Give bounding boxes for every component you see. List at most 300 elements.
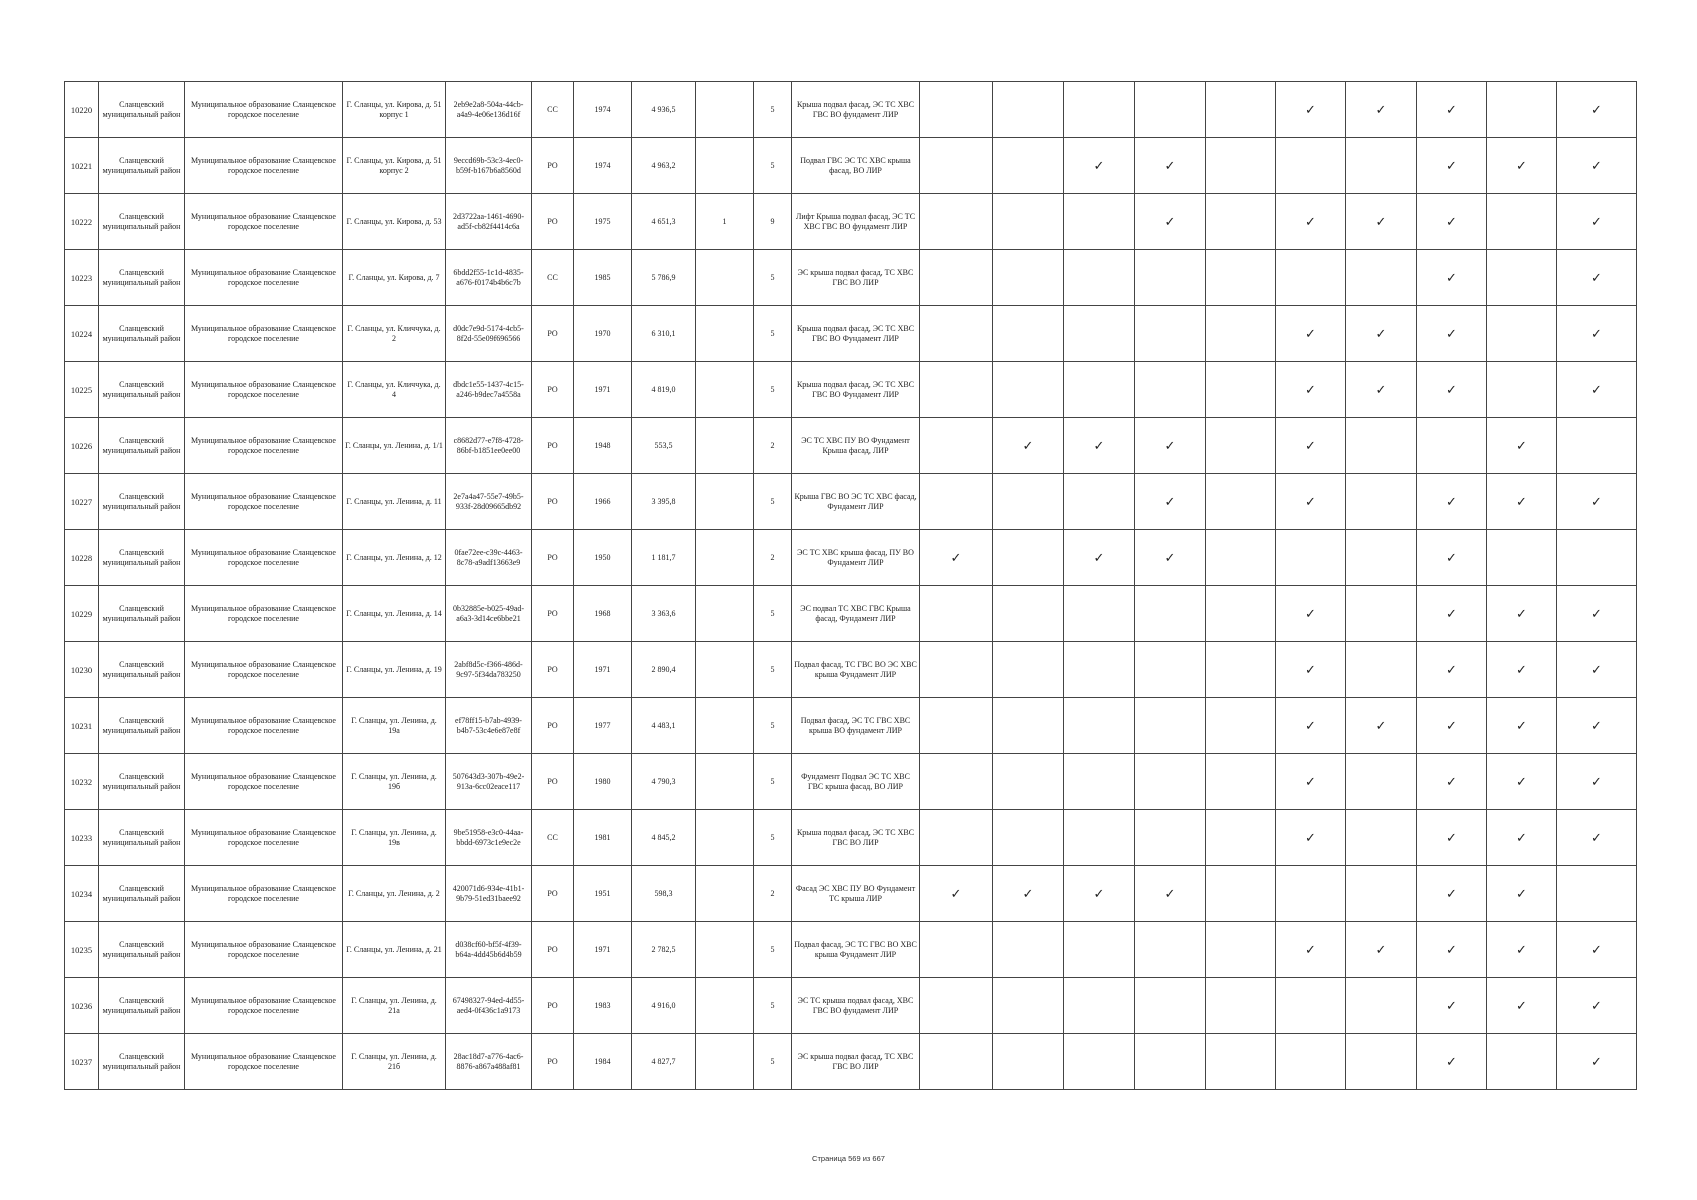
row-id: 10226 [65,418,99,474]
work-flag-cell-10 [1557,530,1637,586]
check-mark-icon: ✓ [1305,381,1316,397]
work-flag-cell-6 [1276,306,1346,362]
row-id: 10220 [65,82,99,138]
work-flag-cell-9 [1487,362,1557,418]
work-flag-cell-10 [1557,754,1637,810]
work-flag-cell-4 [1135,306,1206,362]
work-flag-cell-4 [1135,922,1206,978]
extra-cell [696,810,754,866]
extra-cell [696,530,754,586]
table-row [65,194,1637,250]
work-flag-cell-8 [1417,978,1487,1034]
year-cell: 1951 [574,866,632,922]
work-flag-cell-9 [1487,754,1557,810]
extra-cell [696,474,754,530]
row-id: 10221 [65,138,99,194]
check-mark-icon: ✓ [1305,717,1316,733]
buildings-table [64,81,1637,1090]
work-flag-cell-5 [1206,810,1276,866]
work-flag-cell-3 [1064,754,1135,810]
check-mark-icon: ✓ [1375,381,1387,397]
table-row [65,418,1637,474]
area-cell: 2 782,5 [632,922,696,978]
check-mark-icon: ✓ [1446,1053,1457,1069]
work-flag-cell-3 [1064,1034,1135,1090]
check-mark-icon: ✓ [1446,213,1457,229]
check-mark-icon: ✓ [1591,605,1602,621]
work-flag-cell-2 [993,754,1064,810]
check-mark-icon: ✓ [1591,1053,1602,1069]
check-mark-icon: ✓ [1591,941,1602,957]
work-flag-cell-7 [1346,922,1417,978]
year-cell: 1971 [574,642,632,698]
guid-cell: 507643d3-307b-49e2-913a-6cc02eace117 [446,754,532,810]
guid-cell: 2abf8d5c-f366-486d-9c97-5f34da783250 [446,642,532,698]
municipality-cell: Муниципальное образование Сланцевское городское поселение [185,530,343,586]
work-flag-cell-1 [920,754,993,810]
work-flag-cell-5 [1206,978,1276,1034]
work-flag-cell-7 [1346,306,1417,362]
check-mark-icon: ✓ [1516,717,1527,733]
work-flag-cell-8 [1417,530,1487,586]
district-cell: Сланцевский муниципальный район [99,810,185,866]
work-flag-cell-4 [1135,474,1206,530]
work-flag-cell-5 [1206,362,1276,418]
year-cell: 1981 [574,810,632,866]
floors-cell: 5 [754,362,792,418]
area-cell: 4 845,2 [632,810,696,866]
floors-cell: 2 [754,530,792,586]
work-flag-cell-7 [1346,530,1417,586]
work-flag-cell-4 [1135,82,1206,138]
type-cell: РО [532,698,574,754]
work-flag-cell-7 [1346,586,1417,642]
municipality-cell: Муниципальное образование Сланцевское городское поселение [185,82,343,138]
work-flag-cell-5 [1206,642,1276,698]
check-mark-icon: ✓ [1446,493,1457,509]
work-flag-cell-3 [1064,250,1135,306]
work-flag-cell-7 [1346,138,1417,194]
work-flag-cell-5 [1206,754,1276,810]
work-flag-cell-3 [1064,138,1135,194]
work-flag-cell-6 [1276,530,1346,586]
row-id: 10235 [65,922,99,978]
check-mark-icon: ✓ [1164,493,1176,509]
work-flag-cell-10 [1557,866,1637,922]
work-flag-cell-3 [1064,474,1135,530]
work-flag-cell-8 [1417,362,1487,418]
guid-cell: 0fae72ee-c39c-4463-8c78-a9adf13663e9 [446,530,532,586]
work-flag-cell-4 [1135,642,1206,698]
type-cell: РО [532,978,574,1034]
year-cell: 1971 [574,362,632,418]
check-mark-icon: ✓ [1305,941,1316,957]
work-flag-cell-9 [1487,418,1557,474]
check-mark-icon: ✓ [1164,437,1176,453]
work-flag-cell-10 [1557,250,1637,306]
works-cell: ЭС ТС крыша подвал фасад, ХВС ГВС ВО фундамент ЛИР [792,978,920,1034]
table-row [65,698,1637,754]
work-flag-cell-7 [1346,474,1417,530]
table-row [65,1034,1637,1090]
work-flag-cell-2 [993,362,1064,418]
check-mark-icon: ✓ [1022,437,1034,453]
area-cell: 553,5 [632,418,696,474]
check-mark-icon: ✓ [1305,661,1316,677]
table-row [65,754,1637,810]
work-flag-cell-1 [920,418,993,474]
work-flag-cell-9 [1487,530,1557,586]
table-row [65,586,1637,642]
year-cell: 1948 [574,418,632,474]
area-cell: 2 890,4 [632,642,696,698]
year-cell: 1974 [574,138,632,194]
work-flag-cell-10 [1557,82,1637,138]
municipality-cell: Муниципальное образование Сланцевское городское поселение [185,922,343,978]
floors-cell: 5 [754,250,792,306]
work-flag-cell-9 [1487,586,1557,642]
work-flag-cell-10 [1557,922,1637,978]
area-cell: 598,3 [632,866,696,922]
page-number: Страница 569 из 667 [812,1154,885,1163]
municipality-cell: Муниципальное образование Сланцевское городское поселение [185,1034,343,1090]
extra-cell [696,922,754,978]
work-flag-cell-6 [1276,922,1346,978]
check-mark-icon: ✓ [1375,325,1387,341]
work-flag-cell-5 [1206,306,1276,362]
work-flag-cell-5 [1206,82,1276,138]
check-mark-icon: ✓ [1164,213,1176,229]
check-mark-icon: ✓ [1093,437,1105,453]
work-flag-cell-1 [920,922,993,978]
municipality-cell: Муниципальное образование Сланцевское городское поселение [185,306,343,362]
extra-cell [696,82,754,138]
work-flag-cell-3 [1064,194,1135,250]
guid-cell: 67498327-94ed-4d55-aed4-0f436c1a9173 [446,978,532,1034]
address-cell: Г. Сланцы, ул. Кирова, д. 51 корпус 2 [343,138,446,194]
check-mark-icon: ✓ [1164,157,1176,173]
work-flag-cell-5 [1206,922,1276,978]
guid-cell: d038cf60-bf5f-4f39-b64a-4dd45b6d4b59 [446,922,532,978]
check-mark-icon: ✓ [1305,493,1316,509]
district-cell: Сланцевский муниципальный район [99,306,185,362]
work-flag-cell-10 [1557,474,1637,530]
address-cell: Г. Сланцы, ул. Ленина, д. 21б [343,1034,446,1090]
work-flag-cell-9 [1487,474,1557,530]
guid-cell: 9eccd69b-53c3-4ec0-b59f-b167b6a8560d [446,138,532,194]
work-flag-cell-6 [1276,362,1346,418]
check-mark-icon: ✓ [1516,493,1527,509]
table-row [65,922,1637,978]
check-mark-icon: ✓ [1446,325,1457,341]
works-cell: ЭС крыша подвал фасад, ТС ХВС ГВС ВО ЛИР [792,1034,920,1090]
work-flag-cell-2 [993,530,1064,586]
works-cell: ЭС подвал ТС ХВС ГВС Крыша фасад, Фундамент ЛИР [792,586,920,642]
work-flag-cell-9 [1487,194,1557,250]
municipality-cell: Муниципальное образование Сланцевское городское поселение [185,194,343,250]
work-flag-cell-2 [993,82,1064,138]
extra-cell: 1 [696,194,754,250]
check-mark-icon: ✓ [1446,157,1457,173]
work-flag-cell-5 [1206,138,1276,194]
check-mark-icon: ✓ [1591,773,1602,789]
type-cell: РО [532,194,574,250]
table-row [65,138,1637,194]
area-cell: 4 819,0 [632,362,696,418]
check-mark-icon: ✓ [1305,101,1316,117]
area-cell: 4 790,3 [632,754,696,810]
extra-cell [696,586,754,642]
row-id: 10223 [65,250,99,306]
work-flag-cell-5 [1206,866,1276,922]
guid-cell: d0dc7e9d-5174-4cb5-8f2d-55e09f696566 [446,306,532,362]
check-mark-icon: ✓ [1516,605,1527,621]
check-mark-icon: ✓ [1446,101,1457,117]
address-cell: Г. Сланцы, ул. Ленина, д. 19 [343,642,446,698]
district-cell: Сланцевский муниципальный район [99,922,185,978]
check-mark-icon: ✓ [1516,829,1527,845]
address-cell: Г. Сланцы, ул. Кирова, д. 51 корпус 1 [343,82,446,138]
work-flag-cell-10 [1557,810,1637,866]
district-cell: Сланцевский муниципальный район [99,866,185,922]
work-flag-cell-10 [1557,642,1637,698]
work-flag-cell-9 [1487,82,1557,138]
work-flag-cell-9 [1487,978,1557,1034]
municipality-cell: Муниципальное образование Сланцевское городское поселение [185,642,343,698]
floors-cell: 2 [754,866,792,922]
municipality-cell: Муниципальное образование Сланцевское городское поселение [185,250,343,306]
work-flag-cell-3 [1064,418,1135,474]
area-cell: 3 363,6 [632,586,696,642]
work-flag-cell-3 [1064,810,1135,866]
work-flag-cell-1 [920,250,993,306]
work-flag-cell-6 [1276,978,1346,1034]
check-mark-icon: ✓ [1591,493,1602,509]
floors-cell: 5 [754,474,792,530]
work-flag-cell-8 [1417,922,1487,978]
work-flag-cell-2 [993,586,1064,642]
type-cell: РО [532,642,574,698]
municipality-cell: Муниципальное образование Сланцевское городское поселение [185,474,343,530]
work-flag-cell-8 [1417,642,1487,698]
work-flag-cell-2 [993,138,1064,194]
work-flag-cell-1 [920,138,993,194]
type-cell: РО [532,418,574,474]
check-mark-icon: ✓ [1446,549,1457,565]
floors-cell: 5 [754,922,792,978]
work-flag-cell-4 [1135,362,1206,418]
floors-cell: 5 [754,138,792,194]
address-cell: Г. Сланцы, ул. Ленина, д. 19б [343,754,446,810]
address-cell: Г. Сланцы, ул. Ленина, д. 21 [343,922,446,978]
work-flag-cell-1 [920,1034,993,1090]
address-cell: Г. Сланцы, ул. Кирова, д. 7 [343,250,446,306]
type-cell: РО [532,586,574,642]
area-cell: 6 310,1 [632,306,696,362]
check-mark-icon: ✓ [1446,885,1457,901]
check-mark-icon: ✓ [1375,717,1387,733]
works-cell: Фасад ЭС ХВС ПУ ВО Фундамент ТС крыша ЛИР [792,866,920,922]
work-flag-cell-4 [1135,810,1206,866]
municipality-cell: Муниципальное образование Сланцевское городское поселение [185,362,343,418]
work-flag-cell-9 [1487,866,1557,922]
work-flag-cell-8 [1417,306,1487,362]
work-flag-cell-7 [1346,642,1417,698]
work-flag-cell-6 [1276,194,1346,250]
work-flag-cell-8 [1417,194,1487,250]
work-flag-cell-4 [1135,194,1206,250]
check-mark-icon: ✓ [1446,381,1457,397]
work-flag-cell-6 [1276,418,1346,474]
type-cell: РО [532,138,574,194]
work-flag-cell-9 [1487,642,1557,698]
type-cell: РО [532,1034,574,1090]
row-id: 10234 [65,866,99,922]
extra-cell [696,1034,754,1090]
work-flag-cell-9 [1487,810,1557,866]
works-cell: Фундамент Подвал ЭС ТС ХВС ГВС крыша фасад, ВО ЛИР [792,754,920,810]
work-flag-cell-8 [1417,474,1487,530]
work-flag-cell-3 [1064,586,1135,642]
floors-cell: 5 [754,642,792,698]
municipality-cell: Муниципальное образование Сланцевское городское поселение [185,586,343,642]
extra-cell [696,418,754,474]
check-mark-icon: ✓ [1093,549,1105,565]
check-mark-icon: ✓ [1305,773,1316,789]
district-cell: Сланцевский муниципальный район [99,362,185,418]
district-cell: Сланцевский муниципальный район [99,698,185,754]
work-flag-cell-5 [1206,586,1276,642]
extra-cell [696,978,754,1034]
row-id: 10225 [65,362,99,418]
district-cell: Сланцевский муниципальный район [99,1034,185,1090]
work-flag-cell-5 [1206,194,1276,250]
address-cell: Г. Сланцы, ул. Ленина, д. 12 [343,530,446,586]
address-cell: Г. Сланцы, ул. Ленина, д. 19а [343,698,446,754]
work-flag-cell-4 [1135,418,1206,474]
district-cell: Сланцевский муниципальный район [99,474,185,530]
work-flag-cell-9 [1487,922,1557,978]
area-cell: 1 181,7 [632,530,696,586]
work-flag-cell-8 [1417,418,1487,474]
work-flag-cell-1 [920,866,993,922]
check-mark-icon: ✓ [1516,437,1527,453]
district-cell: Сланцевский муниципальный район [99,754,185,810]
row-id: 10232 [65,754,99,810]
row-id: 10233 [65,810,99,866]
table-row [65,530,1637,586]
check-mark-icon: ✓ [1516,997,1527,1013]
work-flag-cell-2 [993,194,1064,250]
type-cell: СС [532,810,574,866]
works-cell: Крыша подвал фасад, ЭС ТС ХВС ГВС ВО ЛИР [792,810,920,866]
work-flag-cell-6 [1276,754,1346,810]
check-mark-icon: ✓ [1305,325,1316,341]
works-cell: ЭС ТС ХВС ПУ ВО Фундамент Крыша фасад, ЛИР [792,418,920,474]
address-cell: Г. Сланцы, ул. Ленина, д. 14 [343,586,446,642]
area-cell: 4 916,0 [632,978,696,1034]
work-flag-cell-10 [1557,978,1637,1034]
floors-cell: 5 [754,698,792,754]
guid-cell: 2d3722aa-1461-4690-ad5f-cb82f4414c6a [446,194,532,250]
work-flag-cell-3 [1064,362,1135,418]
work-flag-cell-1 [920,474,993,530]
work-flag-cell-10 [1557,194,1637,250]
type-cell: РО [532,530,574,586]
extra-cell [696,642,754,698]
check-mark-icon: ✓ [1516,885,1527,901]
check-mark-icon: ✓ [1446,605,1457,621]
work-flag-cell-7 [1346,250,1417,306]
table-row [65,978,1637,1034]
work-flag-cell-1 [920,642,993,698]
work-flag-cell-6 [1276,1034,1346,1090]
type-cell: РО [532,362,574,418]
floors-cell: 5 [754,306,792,362]
check-mark-icon: ✓ [1446,829,1457,845]
work-flag-cell-4 [1135,138,1206,194]
work-flag-cell-10 [1557,1034,1637,1090]
check-mark-icon: ✓ [1305,213,1316,229]
check-mark-icon: ✓ [1591,101,1602,117]
work-flag-cell-7 [1346,866,1417,922]
check-mark-icon: ✓ [1093,157,1105,173]
municipality-cell: Муниципальное образование Сланцевское городское поселение [185,978,343,1034]
work-flag-cell-6 [1276,82,1346,138]
row-id: 10229 [65,586,99,642]
municipality-cell: Муниципальное образование Сланцевское городское поселение [185,810,343,866]
work-flag-cell-4 [1135,754,1206,810]
type-cell: СС [532,250,574,306]
district-cell: Сланцевский муниципальный район [99,586,185,642]
work-flag-cell-2 [993,418,1064,474]
type-cell: РО [532,754,574,810]
check-mark-icon: ✓ [1375,213,1387,229]
municipality-cell: Муниципальное образование Сланцевское городское поселение [185,418,343,474]
check-mark-icon: ✓ [1516,941,1527,957]
works-cell: Подвал фасад, ТС ГВС ВО ЭС ХВС крыша Фундамент ЛИР [792,642,920,698]
year-cell: 1985 [574,250,632,306]
check-mark-icon: ✓ [1591,997,1602,1013]
work-flag-cell-1 [920,698,993,754]
work-flag-cell-3 [1064,642,1135,698]
work-flag-cell-4 [1135,866,1206,922]
guid-cell: 420071d6-934e-41b1-9b79-51ed31baee92 [446,866,532,922]
work-flag-cell-2 [993,642,1064,698]
works-cell: Крыша подвал фасад, ЭС ТС ХВС ГВС ВО Фундамент ЛИР [792,306,920,362]
address-cell: Г. Сланцы, ул. Кирова, д. 53 [343,194,446,250]
work-flag-cell-9 [1487,698,1557,754]
check-mark-icon: ✓ [1446,773,1457,789]
address-cell: Г. Сланцы, ул. Кличчука, д. 2 [343,306,446,362]
works-cell: Крыша подвал фасад, ЭС ТС ХВС ГВС ВО фундамент ЛИР [792,82,920,138]
work-flag-cell-6 [1276,586,1346,642]
year-cell: 1950 [574,530,632,586]
extra-cell [696,138,754,194]
works-cell: Подвал фасад, ЭС ТС ГВС ХВС крыша ВО фундамент ЛИР [792,698,920,754]
work-flag-cell-5 [1206,474,1276,530]
work-flag-cell-8 [1417,586,1487,642]
work-flag-cell-1 [920,194,993,250]
work-flag-cell-7 [1346,418,1417,474]
works-cell: ЭС ТС ХВС крыша фасад, ПУ ВО Фундамент ЛИР [792,530,920,586]
check-mark-icon: ✓ [1305,437,1316,453]
district-cell: Сланцевский муниципальный район [99,978,185,1034]
works-cell: Лифт Крыша подвал фасад, ЭС ТС ХВС ГВС ВО фундамент ЛИР [792,194,920,250]
work-flag-cell-7 [1346,82,1417,138]
check-mark-icon: ✓ [1591,381,1602,397]
work-flag-cell-10 [1557,698,1637,754]
